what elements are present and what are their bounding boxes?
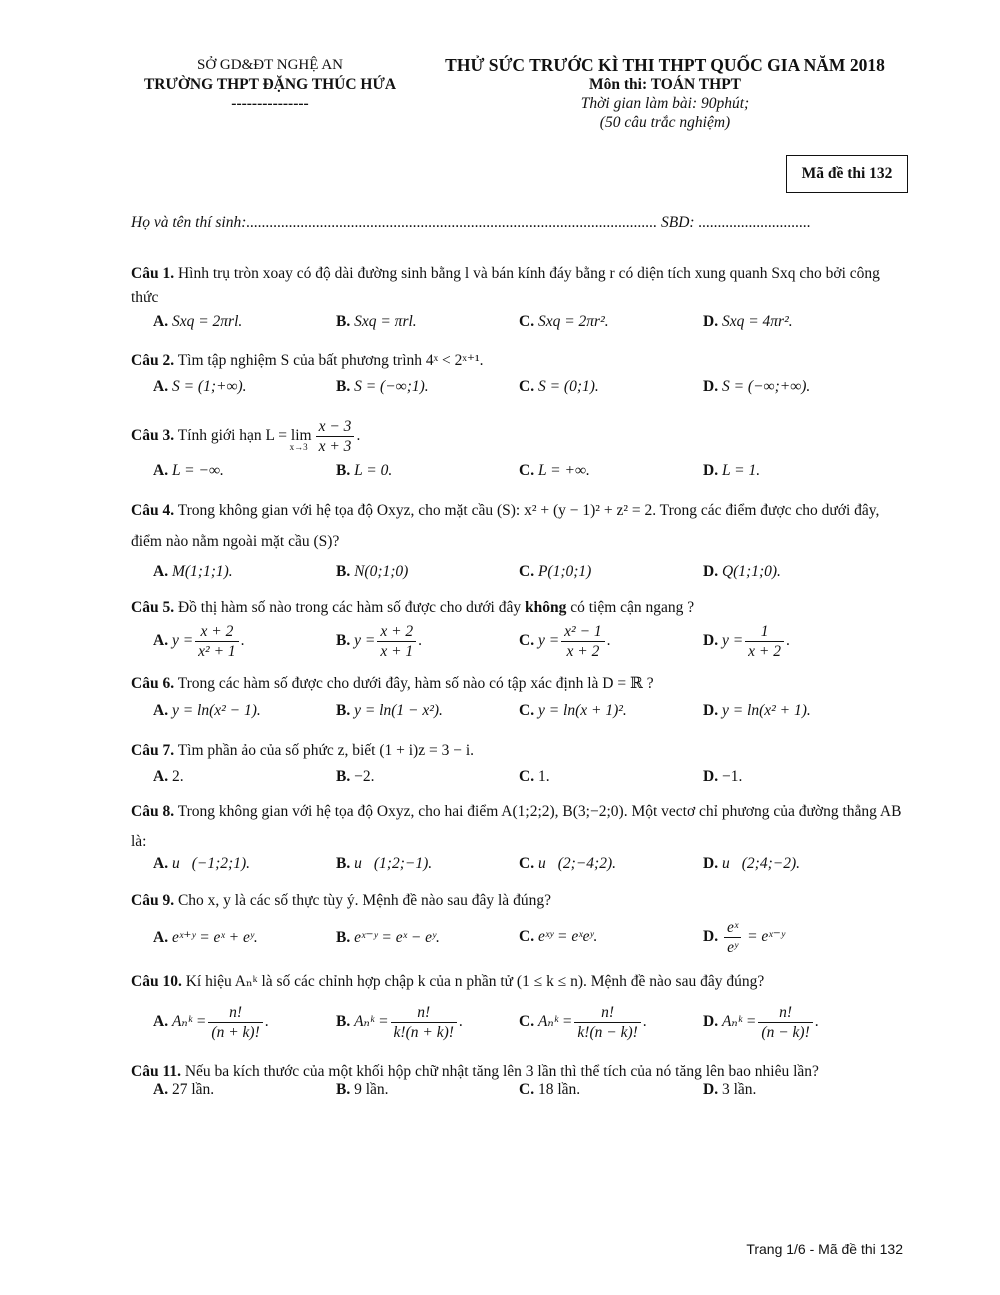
question-label: Câu 2.: [131, 352, 175, 369]
option-d[interactable]: D. Sxq = 4πr².: [703, 313, 793, 330]
exam-subject: Môn thi: TOÁN THPT: [588, 76, 742, 93]
option-a[interactable]: A. Sxq = 2πrl.: [153, 313, 243, 330]
option-c[interactable]: C. eˣʸ = eˣeʸ.: [519, 928, 598, 945]
question-text: Tìm tập nghiệm S của bất phương trình 4ˣ < 2ˣ⁺¹.: [177, 352, 484, 369]
option-d[interactable]: D. u⃗(2;4;−2).: [703, 855, 800, 872]
option-d[interactable]: D. Aₙᵏ = $\frac{n!}{(n - k)!}$ .: [703, 1004, 819, 1041]
option-a[interactable]: A. y = $\frac{x + 2}{\text{x² + 1}}$ .: [153, 623, 245, 660]
option-c[interactable]: C. Aₙᵏ = $\frac{n!}{k!(n - k)!}$ .: [519, 1004, 647, 1041]
option-a[interactable]: A. 2.: [153, 768, 184, 785]
options-row: [0, 378, 1000, 402]
fraction: $\frac{x - 3}{x + 3}$: [316, 417, 355, 456]
options-row: [0, 313, 1000, 337]
option-a[interactable]: A. y = ln(x² − 1).: [153, 702, 261, 719]
options-row: [0, 563, 1000, 587]
option-b[interactable]: B. L = 0.: [336, 462, 393, 479]
school-name: TRƯỜNG THPT ĐẶNG THÚC HỨA: [143, 76, 397, 93]
option-b[interactable]: B. −2.: [336, 768, 375, 785]
option-c[interactable]: C. 18 lần.: [519, 1081, 581, 1098]
option-b[interactable]: B. y = $\frac{x + 2}{x + 1}$ .: [336, 623, 423, 660]
option-b[interactable]: B. S = (−∞;1).: [336, 378, 429, 395]
header-divider: ---------------: [231, 95, 309, 112]
option-d[interactable]: D. $\frac{\text{eˣ}}{\text{eʸ}}$ = eˣ⁻ʸ: [703, 919, 785, 956]
question-11: [131, 1062, 903, 1082]
department-name: SỞ GD&ĐT NGHỆ AN: [197, 57, 343, 73]
option-a[interactable]: A. S = (1;+∞).: [153, 378, 247, 395]
question-label: Câu 10.: [131, 973, 182, 990]
option-d[interactable]: D. L = 1.: [703, 462, 761, 479]
question-text: Tính giới hạn L = lim: [177, 427, 312, 445]
options-row: [0, 855, 1000, 879]
option-b[interactable]: B. y = ln(1 − x²).: [336, 702, 443, 719]
option-c[interactable]: C. S = (0;1).: [519, 378, 599, 395]
question-5: Câu 5. Đồ thị hàm số nào trong các hàm số được cho dưới đây không có tiệm cận ngang ?: [131, 599, 695, 616]
options-row: [0, 1081, 1000, 1103]
question-text: Đồ thị hàm số nào trong các hàm số được cho dưới đây: [177, 599, 525, 616]
exam-header: [420, 56, 910, 132]
school-header: [130, 56, 410, 113]
option-b[interactable]: B. u⃗(1;2;−1).: [336, 855, 433, 872]
option-d[interactable]: D. y = ln(x² + 1).: [703, 702, 811, 719]
option-a[interactable]: A. eˣ⁺ʸ = eˣ + eʸ.: [153, 929, 258, 946]
exam-title: THỬ SỨC TRƯỚC KÌ THI THPT QUỐC GIA NĂM 2018: [445, 55, 885, 75]
question-6: [131, 672, 903, 696]
question-7: [131, 739, 903, 763]
question-text: Tìm phần ảo của số phức z, biết (1 + i)z = 3 − i.: [177, 742, 475, 759]
option-a[interactable]: A. M(1;1;1).: [153, 563, 233, 580]
options-row: [0, 702, 1000, 726]
question-label: Câu 8.: [131, 803, 175, 820]
option-c[interactable]: C. Sxq = 2πr².: [519, 313, 609, 330]
question-text: Kí hiệu Aₙᵏ là số các chỉnh hợp chập k của n phần tử (1 ≤ k ≤ n). Mệnh đề nào sau đây đúng?: [185, 973, 765, 990]
option-c[interactable]: C. P(1;0;1): [519, 563, 592, 580]
options-row: [0, 768, 1000, 792]
question-text: Cho x, y là các số thực tùy ý. Mệnh đề nào sau đây là đúng?: [177, 892, 551, 909]
options-row: [0, 462, 1000, 486]
question-1: [131, 262, 903, 310]
question-text: Nếu ba kích thước của một khối hộp chữ nhật tăng lên 3 lần thì thể tích của nó tăng lên bao nhiêu lần?: [184, 1063, 819, 1080]
question-text: Trong không gian với hệ tọa độ Oxyz, cho mặt cầu (S): x² + (y − 1)² + z² = 2. Trong các điểm được cho dưới đây, điểm nào nằm ngoài mặt cầu (S)?: [131, 502, 880, 550]
question-label: Câu 6.: [131, 675, 175, 692]
option-c[interactable]: C. y = ln(x + 1)².: [519, 702, 627, 719]
options-row: [0, 1003, 1000, 1051]
option-d[interactable]: D. y = $\frac{1}{x + 2}$ .: [703, 623, 790, 660]
question-label: Câu 3.: [131, 427, 175, 445]
option-c[interactable]: C. y = $\frac{\text{x² − 1}}{x + 2}$ .: [519, 623, 611, 660]
options-row: [0, 622, 1000, 666]
option-d[interactable]: D. S = (−∞;+∞).: [703, 378, 811, 395]
question-label: Câu 7.: [131, 742, 175, 759]
question-9: [131, 889, 903, 913]
question-4: [131, 495, 903, 557]
option-b[interactable]: B. Sxq = πrl.: [336, 313, 417, 330]
option-b[interactable]: B. eˣ⁻ʸ = eˣ − eʸ.: [336, 929, 440, 946]
option-a[interactable]: A. u⃗(−1;2;1).: [153, 855, 250, 872]
emphasis-word: không: [524, 599, 567, 616]
option-b[interactable]: B. 9 lần.: [336, 1081, 389, 1098]
question-label: Câu 4.: [131, 502, 175, 519]
option-a[interactable]: A. 27 lần.: [153, 1081, 215, 1098]
question-label: Câu 5.: [131, 599, 175, 616]
question-text: Hình trụ tròn xoay có độ dài đường sinh bằng l và bán kính đáy bằng r có diện tích xung quanh Sxq cho bởi công thức: [131, 265, 880, 306]
option-a[interactable]: A. L = −∞.: [153, 462, 224, 479]
question-count: (50 câu trắc nghiệm): [599, 114, 731, 131]
question-2: [131, 349, 903, 373]
option-c[interactable]: C. u⃗(2;−4;2).: [519, 855, 616, 872]
exam-code-box: Mã đề thi 132: [786, 155, 908, 193]
question-10: [131, 970, 903, 994]
question-label: Câu 11.: [131, 1063, 181, 1080]
question-label: Câu 9.: [131, 892, 175, 909]
option-c[interactable]: C. L = +∞.: [519, 462, 590, 479]
question-text: Trong không gian với hệ tọa độ Oxyz, cho hai điểm A(1;2;2), B(3;−2;0). Một vectơ chỉ phương của đường thẳng AB là:: [131, 803, 902, 850]
question-3: Câu 3. Tính giới hạn L = limx→3 $\frac{x - 3}{x + 3}$ .: [131, 418, 361, 455]
question-text: Trong các hàm số được cho dưới đây, hàm số nào có tập xác định là D = ℝ ?: [177, 675, 654, 692]
option-c[interactable]: C. 1.: [519, 768, 550, 785]
options-row: [0, 918, 1000, 962]
exam-time: Thời gian làm bài: 90phút;: [580, 95, 750, 112]
option-d[interactable]: D. −1.: [703, 768, 743, 785]
option-b[interactable]: B. N(0;1;0): [336, 563, 409, 580]
option-d[interactable]: D. Q(1;1;0).: [703, 563, 781, 580]
question-8: [131, 797, 903, 857]
question-label: Câu 1.: [131, 265, 175, 282]
page-footer: Trang 1/6 - Mã đề thi 132: [746, 1241, 903, 1257]
candidate-line: Họ và tên thí sinh:.......................................................................................................... SBD: .............................: [131, 214, 811, 231]
option-b[interactable]: B. Aₙᵏ = $\frac{n!}{k!(n + k)!}$ .: [336, 1004, 463, 1041]
option-a[interactable]: A. Aₙᵏ = $\frac{n!}{(n + k)!}$ .: [153, 1004, 269, 1041]
option-d[interactable]: D. 3 lần.: [703, 1081, 757, 1098]
